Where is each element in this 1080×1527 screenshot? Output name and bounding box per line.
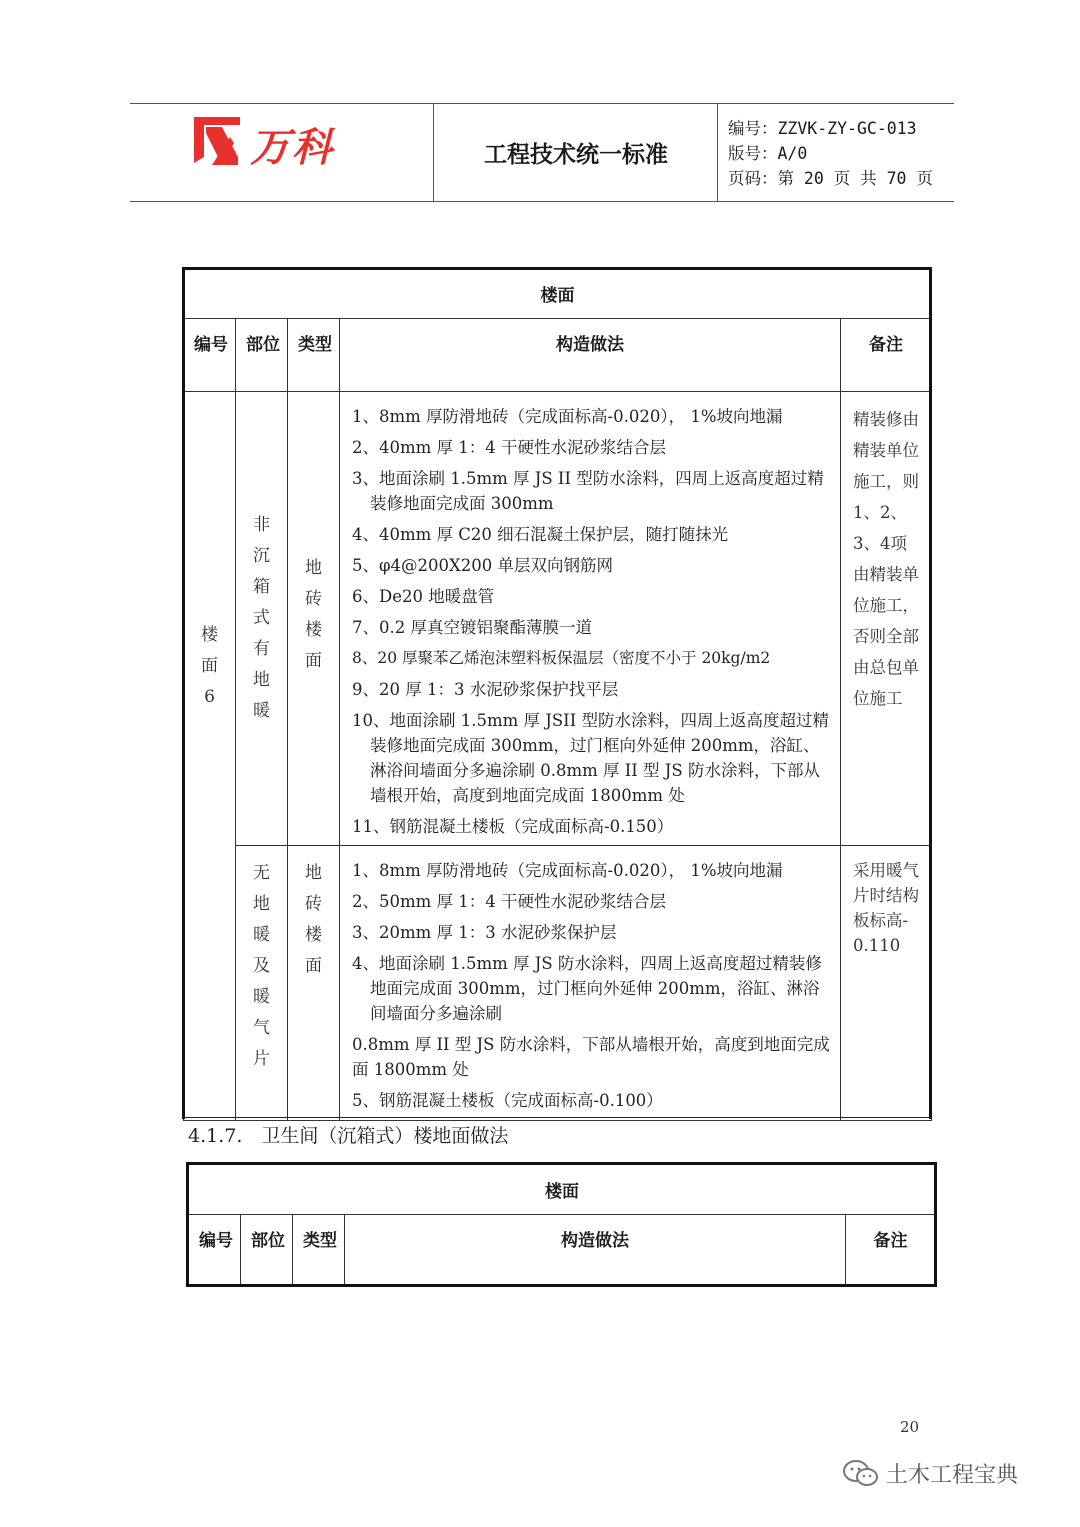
part-cell [236,392,288,846]
header-part: 部位 [236,319,288,392]
header-remark: 备注 [841,319,932,392]
method-cell [340,846,841,1121]
method-step: 9、20 厚 1：3 水泥砂浆保护找平层 [352,680,619,699]
header-no: 编号 [189,1215,241,1286]
table-caption: 楼面 [189,1165,936,1215]
type-label: 地砖楼面 [305,863,322,976]
part-label: 非沉箱式有地暖 [253,515,270,721]
method-step: 3、20mm 厚 1：3 水泥砂浆保护层 [352,923,617,942]
document-code: 编号：ZZVK-ZY-GC-013 [728,119,917,138]
type-cell [288,846,340,1121]
header-type: 类型 [293,1215,345,1286]
remark-text: 采用暖气片时结构板标高-0.110 [853,861,919,955]
method-step: 4、地面涂刷 1.5mm 厚 JS 防水涂料，四周上返高度超过精装修地面完成面 300mm，过门框向外延伸 200mm，浴缸、淋浴间墙面分多遍涂刷 [352,954,822,1023]
method-step: 11、钢筋混凝土楼板（完成面标高-0.150） [352,817,674,836]
document-page-info: 页码：第 20 页 共 70 页 [728,169,933,188]
type-label: 地砖楼面 [305,557,322,671]
method-cell [340,392,841,846]
method-step: 5、钢筋混凝土楼板（完成面标高-0.100） [352,1091,663,1110]
header-method: 构造做法 [345,1215,846,1286]
document-title: 工程技术统一标准 [484,142,668,168]
floor-spec-table-2 [188,1164,936,1286]
part-cell [236,846,288,1121]
method-step: 8、20 厚聚苯乙烯泡沫塑料板保温层（密度不小于 20kg/m2 [352,649,771,667]
method-step: 1、8mm 厚防滑地砖（完成面标高-0.020）， 1%坡向地漏 [352,407,783,426]
remark-text: 精装修由精装单位施工，则1、2、3、4项由精装单位施工，否则全部由总包单位施工 [853,410,919,708]
header-top-rule [130,103,954,104]
header-no: 编号 [184,319,236,392]
floor-spec-table-1 [183,268,932,1121]
method-step: 3、地面涂刷 1.5mm 厚 JS II 型防水涂料，四周上返高度超过精装修地面完成面 300mm [352,469,824,513]
watermark-text: 土木工程宝典 [886,1463,1019,1488]
row-number-cell [184,392,236,1121]
header-type: 类型 [288,319,340,392]
method-step: 4、40mm 厚 C20 细石混凝土保护层，随打随抹光 [352,525,729,544]
page-number: 20 [900,1418,920,1436]
wechat-icon [842,1459,880,1489]
method-step: 6、De20 地暖盘管 [352,587,495,606]
header-method: 构造做法 [340,319,841,392]
method-step: 7、0.2 厚真空镀铝聚酯薄膜一道 [352,618,592,637]
method-step: 2、50mm 厚 1：4 干硬性水泥砂浆结合层 [352,892,667,911]
header-remark: 备注 [846,1215,936,1286]
table-caption: 楼面 [184,269,932,319]
method-step: 1、8mm 厚防滑地砖（完成面标高-0.020）， 1%坡向地漏 [352,861,783,880]
method-step: 0.8mm 厚 II 型 JS 防水涂料，下部从墙根开始，高度到地面完成面 1800mm 处 [352,1035,830,1079]
remark-cell [841,392,932,846]
part-label: 无地暖及暖气片 [253,863,270,1069]
section-title: 4.1.7. 卫生间（沉箱式）楼地面做法 [188,1125,509,1147]
method-steps [340,846,840,1113]
method-step: 10、地面涂刷 1.5mm 厚 JSII 型防水涂料，四周上返高度超过精装修地面完成面 300mm，过门框向外延伸 200mm，浴缸、淋浴间墙面分多遍涂刷 0.8mm 厚 II 型 JS 防水涂料，下部从墙根开始，高度到地面完成面 1800mm 处 [352,711,829,805]
header-part: 部位 [241,1215,293,1286]
document-version: 版号：A/0 [728,144,808,163]
wechat-watermark [842,1458,1018,1489]
table-1-frame-bottom [182,1117,932,1118]
method-steps [340,392,840,839]
header-bottom-rule [130,201,954,202]
method-step: 2、40mm 厚 1：4 干硬性水泥砂浆结合层 [352,438,667,457]
remark-cell [841,846,932,1121]
logo-wordmark: 万科 [250,125,334,171]
method-step: 5、φ4@200X200 单层双向钢筋网 [352,556,614,575]
type-cell [288,392,340,846]
row-number: 楼面6 [201,624,218,707]
